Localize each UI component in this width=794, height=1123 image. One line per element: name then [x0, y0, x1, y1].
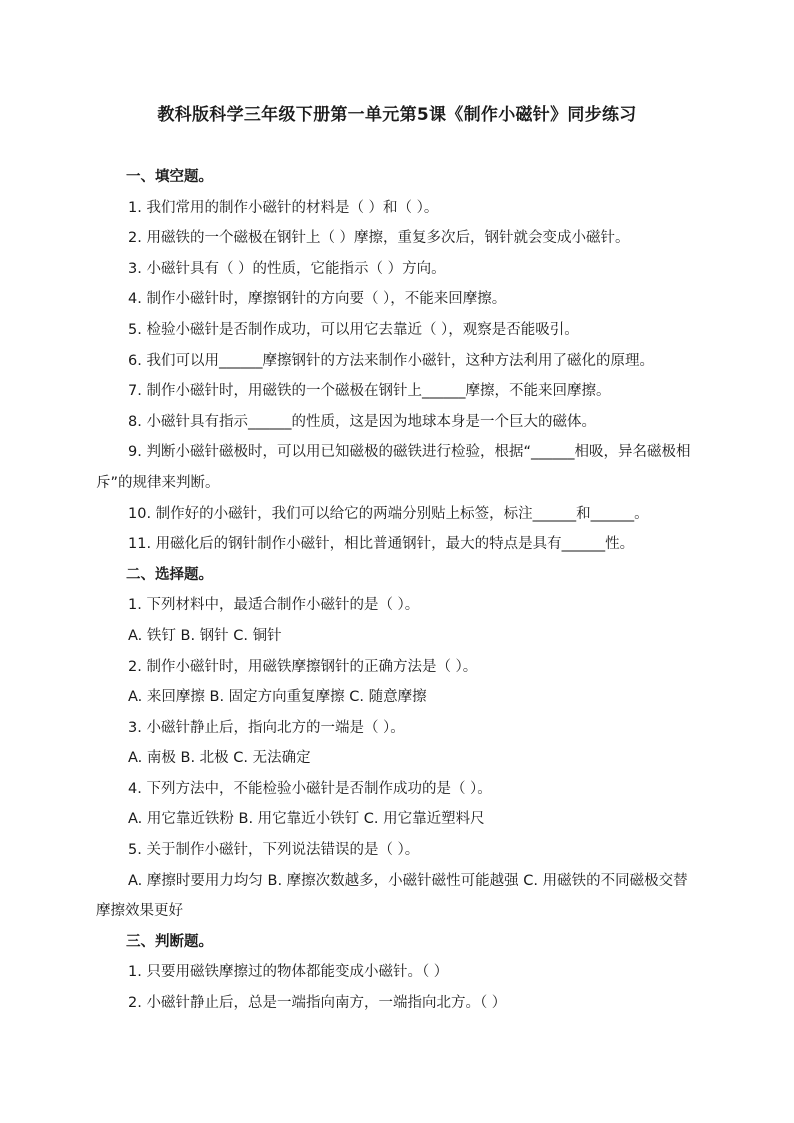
question-item: 3. 小磁针静止后，指向北方的一端是（ ）。	[128, 719, 405, 736]
question-item: 8. 小磁针具有指示______的性质，这是因为地球本身是一个巨大的磁体。	[128, 413, 596, 430]
question-item: 2. 用磁铁的一个磁极在钢针上（ ）摩擦，重复多次后，钢针就会变成小磁针。	[128, 230, 630, 247]
choice-options: A. 用它靠近铁粉 B. 用它靠近小铁钉 C. 用它靠近塑料尺	[128, 811, 485, 828]
question-item: 10. 制作好的小磁针，我们可以给它的两端分别贴上标签，标注______和______。	[128, 505, 649, 522]
question-item: 4. 下列方法中，不能检验小磁针是否制作成功的是（ ）。	[128, 780, 492, 797]
choice-options: A. 南极 B. 北极 C. 无法确定	[128, 750, 311, 767]
question-item: 7. 制作小磁针时，用磁铁的一个磁极在钢针上______摩擦，不能来回摩擦。	[128, 383, 611, 400]
question-item: 11. 用磁化后的钢针制作小磁针，相比普通钢针，最大的特点是具有______性。	[128, 536, 635, 553]
question-item: 9. 判断小磁针磁极时，可以用已知磁极的磁铁进行检验，根据“______相吸，异名磁极相斥”的规律来判断。	[96, 444, 691, 491]
question-item: 1. 我们常用的制作小磁针的材料是（ ）和（ ）。	[128, 199, 439, 216]
document-title: 教科版科学三年级下册第一单元第5课《制作小磁针》同步练习	[157, 105, 637, 125]
section-heading-choice: 二、选择题。	[126, 566, 213, 583]
question-item: 1. 只要用磁铁摩擦过的物体都能变成小磁针。（ ）	[128, 964, 449, 981]
question-item: 2. 制作小磁针时，用磁铁摩擦钢针的正确方法是（ ）。	[128, 658, 478, 675]
question-item: 1. 下列材料中，最适合制作小磁针的是（ ）。	[128, 597, 420, 614]
question-item: 6. 我们可以用______摩擦钢针的方法来制作小磁针，这种方法利用了磁化的原理。	[128, 352, 654, 369]
exercise-content	[96, 162, 702, 1019]
question-item: 3. 小磁针具有（ ）的性质，它能指示（ ）方向。	[128, 260, 446, 277]
choice-options: A. 摩擦时要用力均匀 B. 摩擦次数越多，小磁针磁性可能越强 C. 用磁铁的不同磁极交替摩擦效果更好	[96, 872, 688, 920]
question-item: 4. 制作小磁针时，摩擦钢针的方向要（ ），不能来回摩擦。	[128, 291, 507, 308]
question-item: 2. 小磁针静止后，总是一端指向南方，一端指向北方。（ ）	[128, 995, 507, 1012]
choice-options: A. 铁钉 B. 钢针 C. 铜针	[128, 627, 282, 644]
question-item: 5. 关于制作小磁针，下列说法错误的是（ ）。	[128, 842, 420, 859]
choice-options: A. 来回摩擦 B. 固定方向重复摩擦 C. 随意摩擦	[128, 689, 427, 706]
section-heading-fill-blank: 一、填空题。	[126, 169, 213, 185]
section-heading-judge: 三、判断题。	[126, 933, 213, 950]
question-item: 5. 检验小磁针是否制作成功，可以用它去靠近（ ），观察是否能吸引。	[128, 321, 579, 338]
